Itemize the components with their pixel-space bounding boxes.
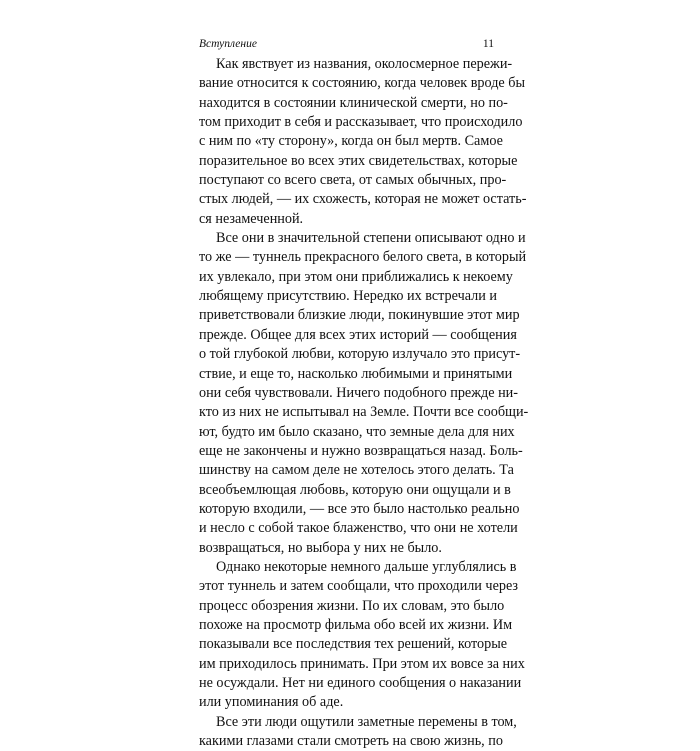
text-line: или упоминания об аде.: [199, 694, 344, 711]
text-line: им приходилось принимать. При этом их вовсе за них: [199, 655, 525, 672]
text-line: приветствовали близкие люди, покинувшие этот мир: [199, 307, 520, 324]
text-line: какими глазами стали смотреть на свою жизнь, по: [199, 733, 503, 750]
text-line: они себя чувствовали. Ничего подобного прежде ни-: [199, 384, 519, 401]
text-line: о той глубокой любви, которую излучало это присут-: [199, 346, 521, 363]
text-line: шинству на самом деле не хотелось этого делать. Та: [199, 462, 514, 479]
text-line: возвращаться, но выбора у них не было.: [199, 539, 442, 556]
text-line: кто из них не испытывал на Земле. Почти все сообщи-: [199, 404, 529, 421]
text-line: поступают со всего света, от самых обычных, про-: [199, 172, 507, 189]
text-line: ствие, и еще то, насколько любимыми и принятыми: [199, 365, 513, 382]
text-line: их увлекало, при этом они приближались к некоему: [199, 268, 513, 285]
text-line: Все они в значительной степени описывают одно и: [216, 230, 526, 247]
text-line: Как явствует из названия, околосмерное пережи-: [216, 56, 513, 72]
text-line: прежде. Общее для всех этих историй — сообщения: [199, 326, 517, 343]
text-line: находится в состоянии клинической смерти, но по-: [199, 94, 508, 111]
text-line: то же — туннель прекрасного белого света, в который: [199, 249, 527, 266]
text-line: всеобъемлющая любовь, которую они ощущали и в: [199, 481, 511, 498]
text-line: с ним по «ту сторону», когда он был мертв. Самое: [199, 133, 503, 150]
text-line: не осуждали. Нет ни единого сообщения о наказании: [199, 675, 522, 691]
running-header: [199, 38, 494, 54]
text-line: любящему присутствию. Нередко их встречали и: [199, 288, 497, 305]
text-line: вание относится к состоянию, когда человек вроде бы: [199, 75, 526, 92]
section-title: Вступление: [199, 38, 257, 50]
text-line: стых людей, — их схожесть, которая не может остать-: [199, 191, 527, 208]
text-line: и несло с собой такое блаженство, что они не хотели: [199, 520, 518, 537]
text-line: показывали все последствия тех решений, которые: [199, 636, 508, 653]
text-line: похоже на просмотр фильма обо всей их жизни. Им: [199, 616, 513, 633]
text-line: Все эти люди ощутили заметные перемены в том,: [216, 713, 517, 730]
text-line: процесс обозрения жизни. По их словам, это было: [199, 597, 505, 614]
text-line: поразительное во всех этих свидетельствах, которые: [199, 152, 518, 169]
text-line: том приходит в себя и рассказывает, что происходило: [199, 114, 523, 131]
text-line: ся незамеченной.: [199, 210, 304, 227]
text-line: этот туннель и затем сообщали, что проходили через: [199, 578, 519, 595]
body-text: [199, 55, 529, 751]
page-number: 11: [482, 38, 494, 50]
text-line: ют, будто им было сказано, что земные дела для них: [199, 423, 515, 440]
text-line: которую входили, — все это было настолько реально: [199, 500, 520, 517]
text-line: еще не закончены и нужно возвращаться назад. Боль-: [199, 442, 523, 459]
text-line: Однако некоторые немного дальше углублялись в: [216, 558, 517, 575]
